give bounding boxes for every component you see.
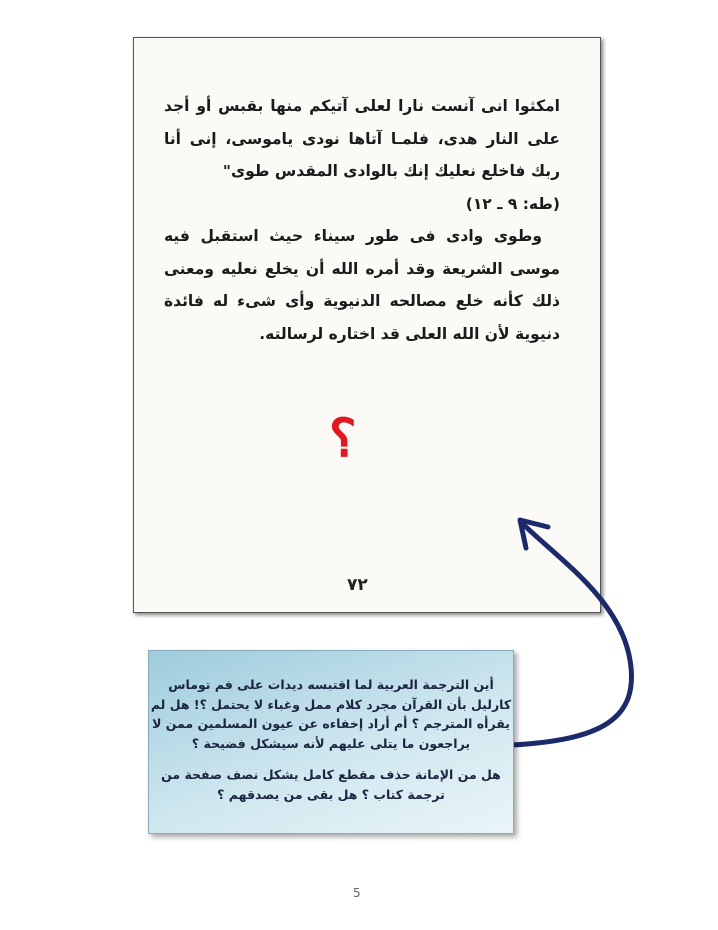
quran-quote: امكثوا انى آنست نارا لعلى آتيكم منها بقبس أو أجد على النار هدى، فلمـا آتاها نودى ياموسى، إنى أنا ربك فاخلع نعليك إنك بالوادى المقدس طوى" xyxy=(164,97,560,180)
scan-page-number: ٧٢ xyxy=(347,575,368,595)
citation: (طه: ٩ ـ ١٢) xyxy=(465,194,560,213)
page-number: 5 xyxy=(353,886,361,900)
question-mark: ؟ xyxy=(329,408,357,469)
callout-paragraph-2: هل من الإمانة حذف مقطع كامل يشكل نصف صفحة من ترجمة كتاب ؟ هل بقى من يصدقهم ؟ xyxy=(161,767,501,802)
commentary-callout xyxy=(148,650,514,834)
callout-paragraph-1: أين الترجمة العربية لما اقتبسه ديدات على فم توماس كارليل بأن القرآن مجرد كلام ممل وغباء لا يحتمل ؟! هل لم يقرأه المترجم ؟ أم أراد إخفاءه عن عيون المسلمين ممن لا يراجعون ما يتلى عليهم لأنه سيشكل فضيحة ؟ xyxy=(150,677,512,751)
commentary-paragraph: وطوى وادى فى طور سيناء حيث استقبل فيه موسى الشريعة وقد أمره الله أن يخلع نعليه ومعنى ذلك كأنه خلع مصالحه الدنيوية وأى شىء له فائدة دنيوية لأن الله العلى قد اختاره لرسالته. xyxy=(164,227,560,343)
